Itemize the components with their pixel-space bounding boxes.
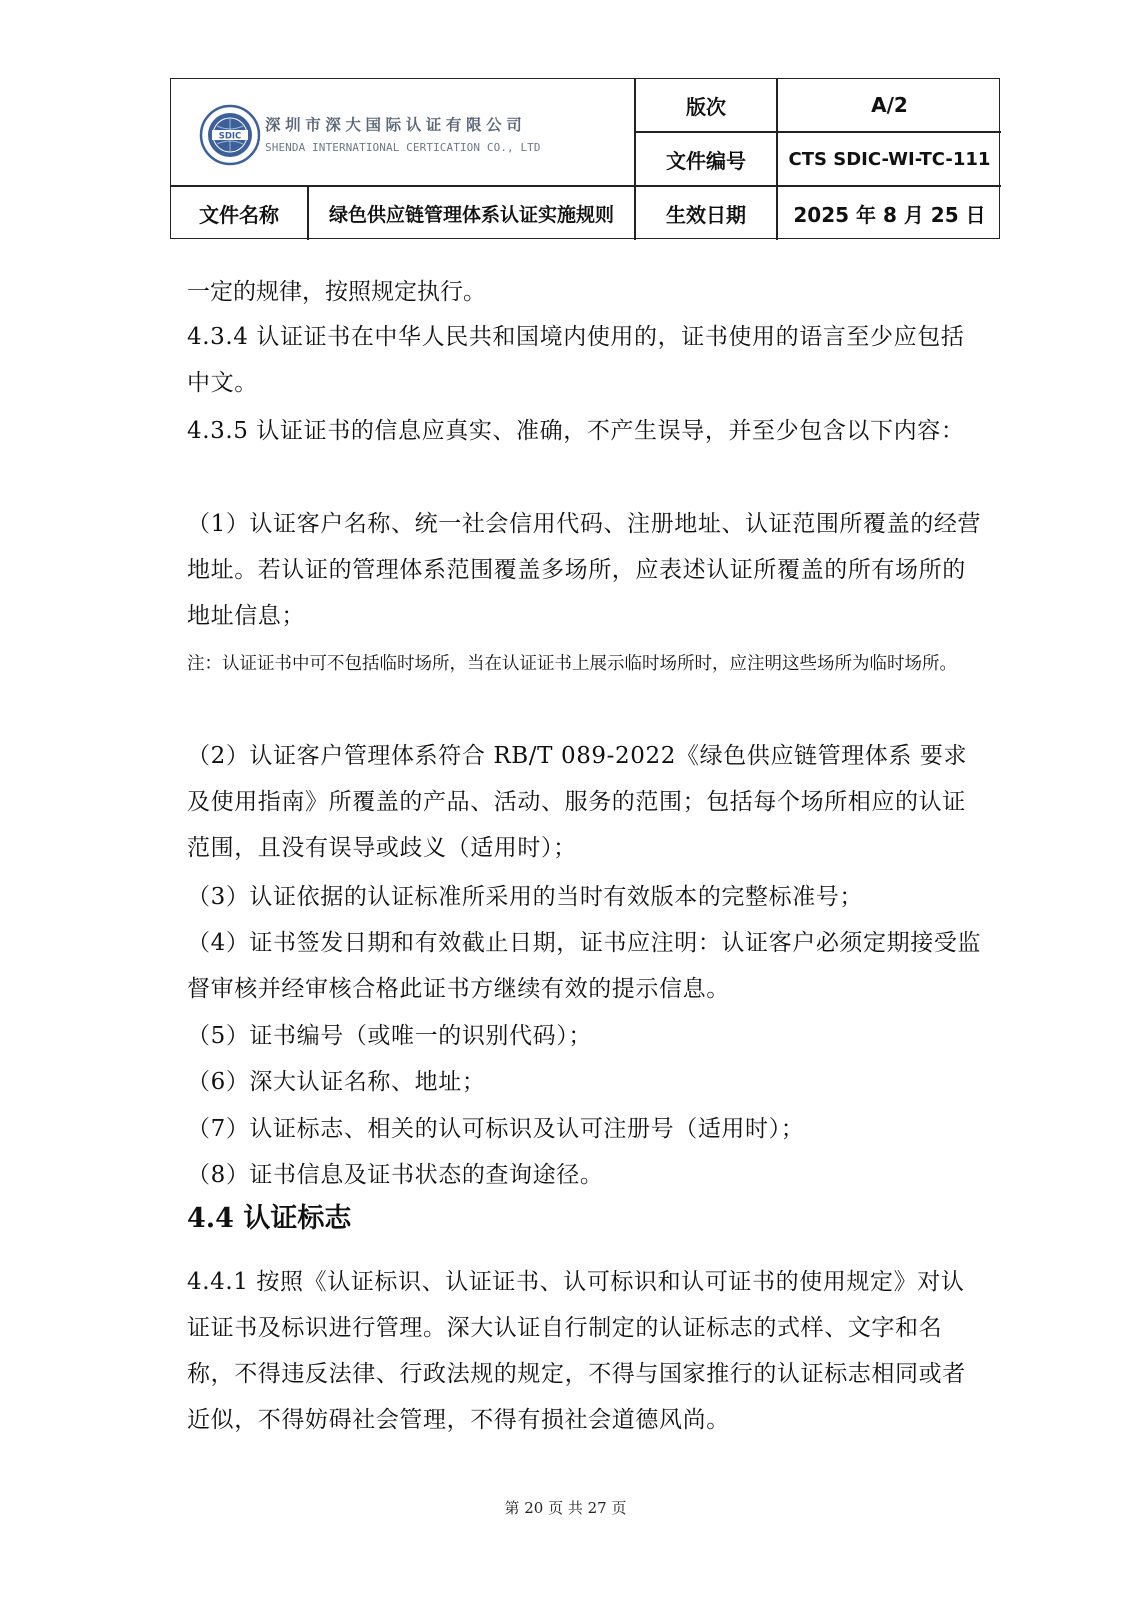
doc-number-label: 文件编号 — [666, 148, 746, 173]
effective-date-label: 生效日期 — [666, 203, 746, 227]
doc-name-value: 绿色供应链管理体系认证实施规则 — [328, 204, 614, 226]
note-temporary-sites: 注：认证证书中可不包括临时场所，当在认证证书上展示临时场所时，应注明这些场所为临时场所。 — [187, 654, 957, 674]
list-item-8: （8）证书信息及证书状态的查询途径。 — [187, 1162, 604, 1188]
paragraph-intro: 一定的规律，按照规定执行。 — [187, 279, 486, 305]
svg-text:SDIC: SDIC — [218, 131, 242, 142]
list-item-2: （2）认证客户管理体系符合 RB/T 089-2022《绿色供应链管理体系 要求及使用指南》所覆盖的产品、活动、服务的范围；包括每个场所相应的认证范围，且没有误导或歧义（适用时）； — [187, 743, 968, 861]
company-name-en: SHENDA INTERNATIONAL CERTICATION CO., LTD — [265, 141, 541, 154]
clause-4-4-1: 4.4.1 按照《认证标识、认证证书、认可标识和认可证书的使用规定》对认证证书及标识进行管理。深大认证自行制定的认证标志的式样、文字和名称，不得违反法律、行政法规的规定，不得与国家推行的认证标志相同或者近似，不得妨碍社会管理，不得有损社会道德风尚。 — [187, 1269, 966, 1433]
document-header-table — [170, 78, 1000, 239]
company-name-cn: 深圳市深大国际认证有限公司 — [265, 115, 527, 134]
list-item-1: （1）认证客户名称、统一社会信用代码、注册地址、认证范围所覆盖的经营地址。若认证的管理体系范围覆盖多场所，应表述认证所覆盖的所有场所的地址信息； — [187, 511, 982, 629]
version-value: A/2 — [871, 93, 908, 117]
company-logo — [199, 104, 261, 166]
version-label: 版次 — [686, 94, 726, 119]
clause-4-3-5: 4.3.5 认证证书的信息应真实、准确，不产生误导，并至少包含以下内容： — [187, 418, 965, 444]
list-item-7: （7）认证标志、相关的认可标识及认可注册号（适用时）； — [187, 1116, 805, 1142]
list-item-3: （3）认证依据的认证标准所采用的当时有效版本的完整标准号； — [187, 884, 864, 910]
list-item-6: （6）深大认证名称、地址； — [187, 1069, 486, 1095]
clause-4-3-4: 4.3.4 认证证书在中华人民共和国境内使用的，证书使用的语言至少应包括中文。 — [187, 324, 965, 396]
doc-name-label: 文件名称 — [199, 203, 279, 227]
doc-number-value: CTS SDIC-WI-TC-111 — [788, 148, 991, 170]
list-item-4: （4）证书签发日期和有效截止日期，证书应注明：认证客户必须定期接受监督审核并经审核合格此证书方继续有效的提示信息。 — [187, 930, 982, 1002]
section-heading-4-4: 4.4 认证标志 — [187, 1203, 352, 1234]
list-item-5: （5）证书编号（或唯一的识别代码）； — [187, 1023, 592, 1049]
company-name-block — [265, 113, 541, 154]
page-number: 第 20 页 共 27 页 — [504, 1499, 627, 1517]
effective-date-value: 2025 年 8 月 25 日 — [793, 203, 986, 227]
